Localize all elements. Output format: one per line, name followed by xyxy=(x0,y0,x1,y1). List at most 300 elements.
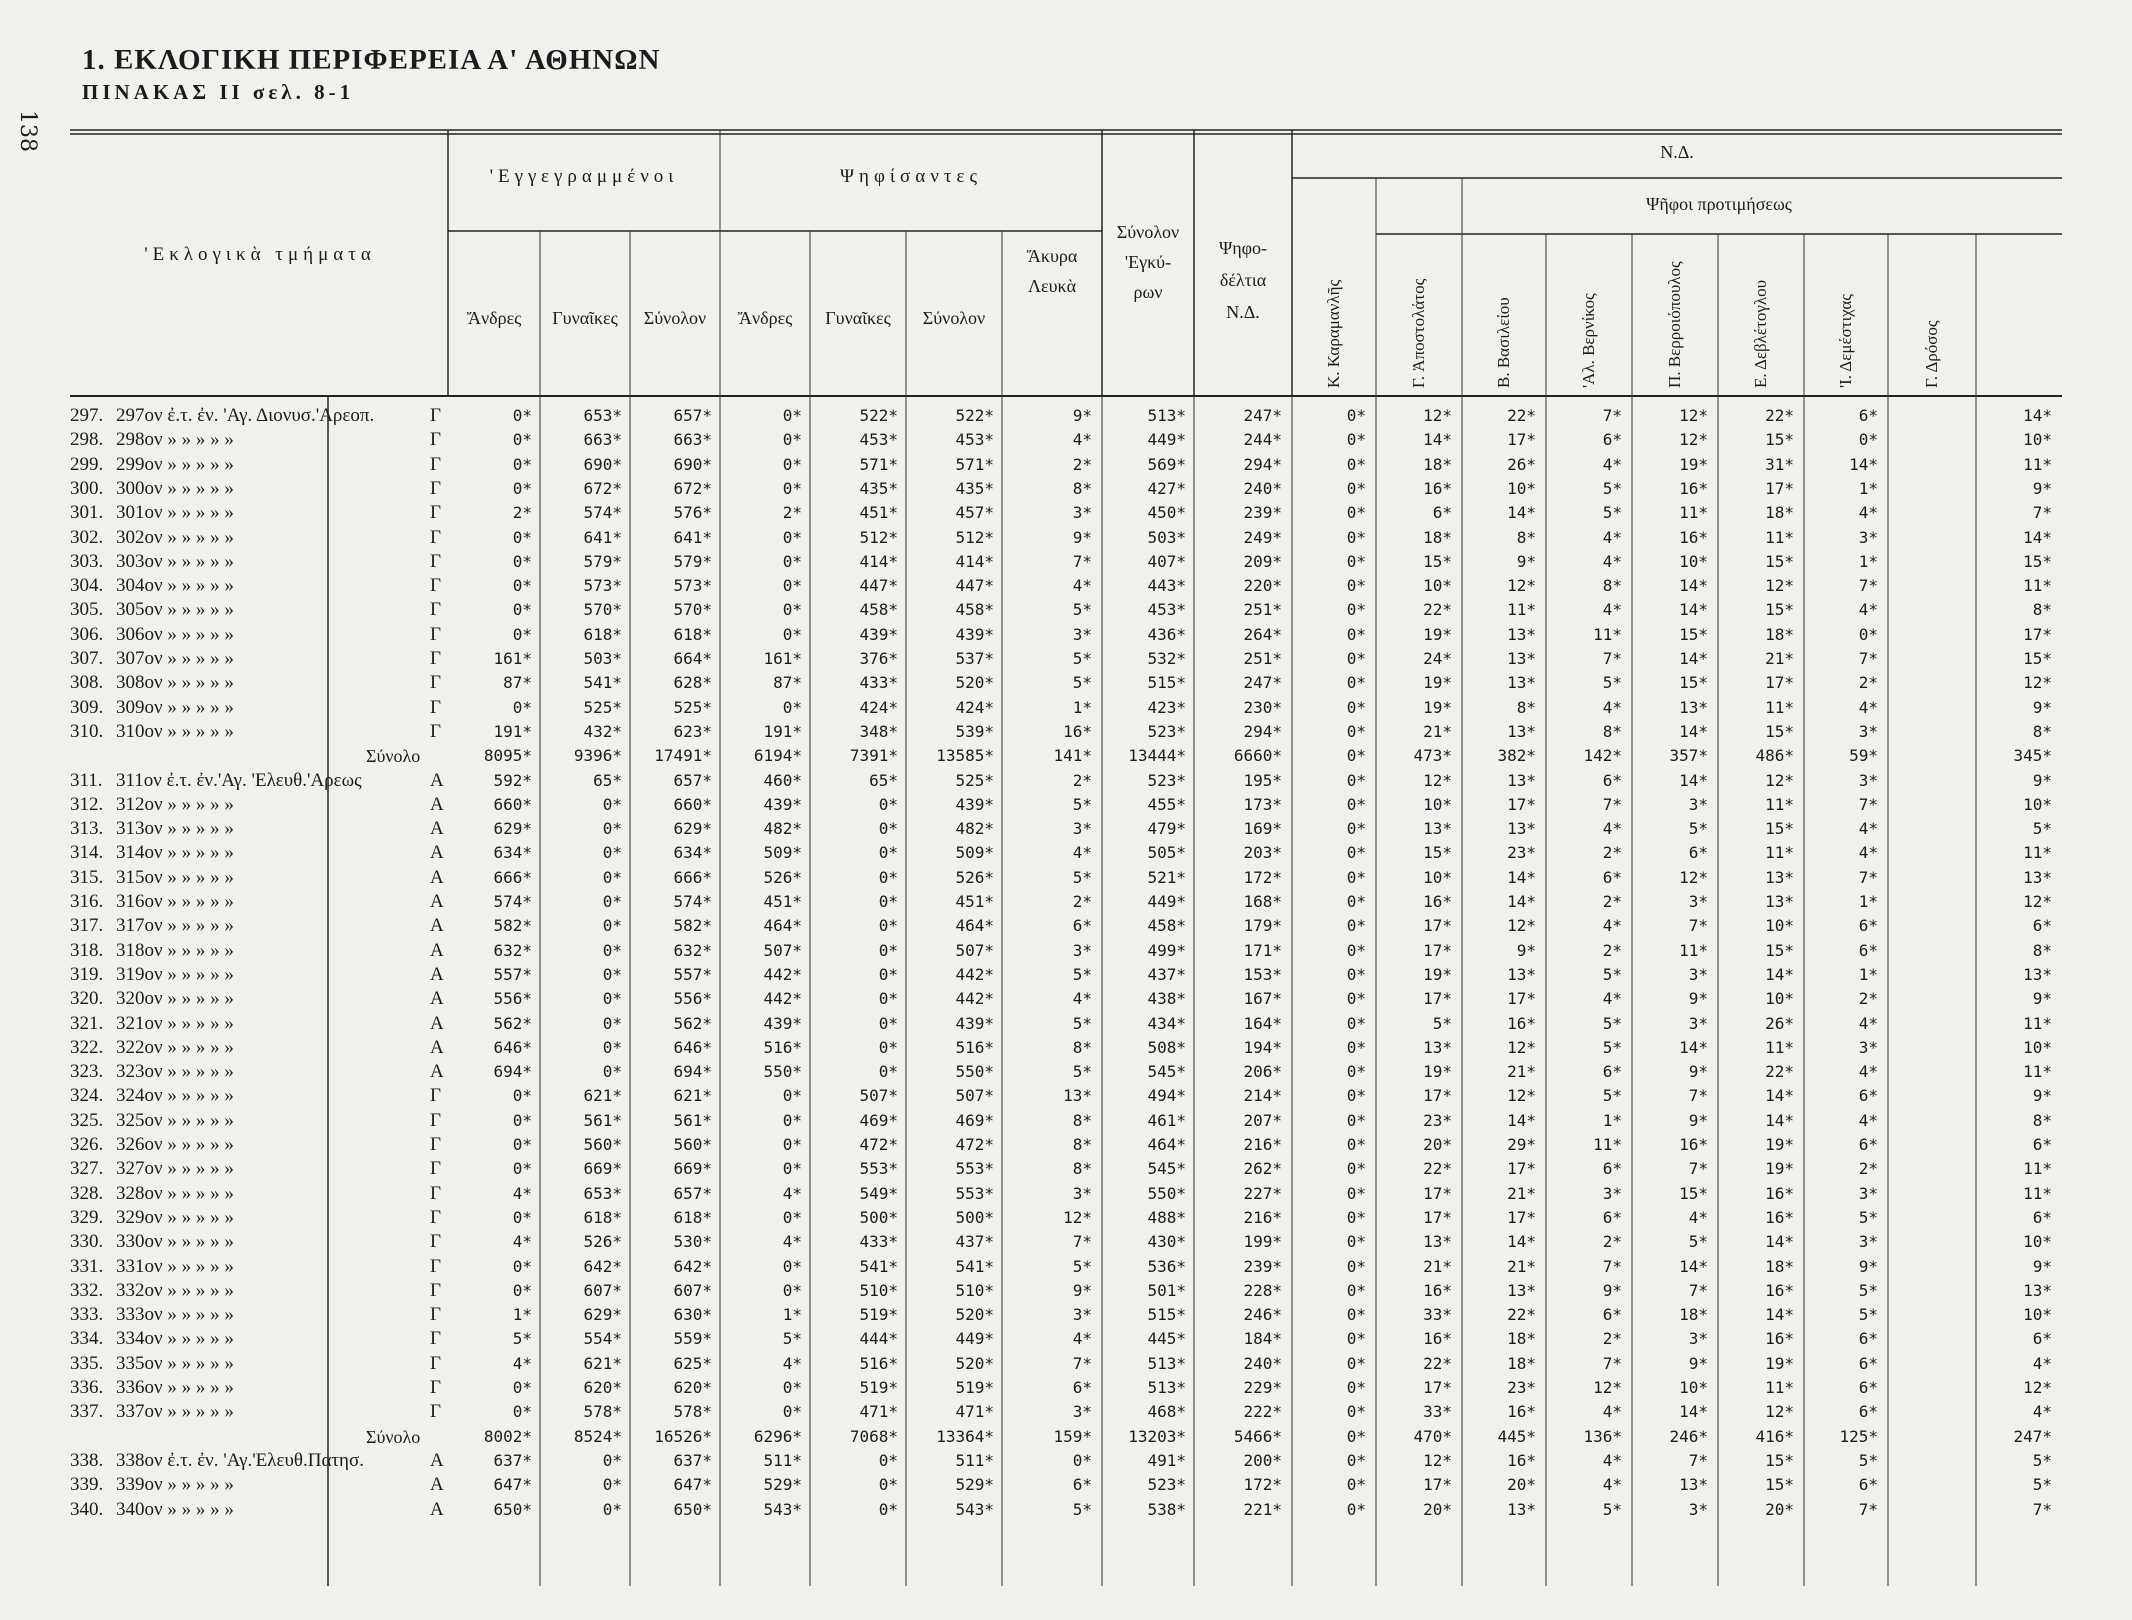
value-cell: 0* xyxy=(1346,527,1366,547)
value-cell: 0* xyxy=(878,794,898,814)
header-candidate-apostolatos: Γ. Ἀποστολάτος xyxy=(1409,278,1428,388)
value-cell: 632* xyxy=(493,940,532,960)
value-cell: 464* xyxy=(1147,1135,1186,1154)
value-cell: 3* xyxy=(1688,1499,1708,1519)
value-cell: 0* xyxy=(782,527,802,547)
value-cell: 0* xyxy=(1346,819,1366,839)
section-gender-code: Γ xyxy=(430,672,441,694)
value-cell: 12* xyxy=(1507,1037,1536,1057)
value-cell: 570* xyxy=(673,600,712,620)
table-row xyxy=(70,1109,2070,1133)
value-cell: 5* xyxy=(512,1329,532,1349)
value-cell: 669* xyxy=(673,1159,712,1179)
value-cell: 621* xyxy=(583,1086,622,1106)
value-cell: 17* xyxy=(2023,624,2052,644)
value-cell: 508* xyxy=(1147,1037,1186,1057)
value-cell: 14* xyxy=(1679,1402,1708,1422)
value-cell: 550* xyxy=(763,1062,802,1082)
section-gender-code: Α xyxy=(430,939,444,961)
value-cell: 657* xyxy=(673,1183,712,1203)
section-gender-code: Γ xyxy=(430,1352,441,1374)
value-cell: 24* xyxy=(1423,649,1452,668)
value-cell: 414* xyxy=(859,551,898,571)
value-cell: 0* xyxy=(782,1280,802,1300)
row-number: 325. xyxy=(70,1109,104,1131)
value-cell: 3* xyxy=(1858,770,1878,790)
value-cell: 14* xyxy=(2023,527,2052,547)
value-cell: 173* xyxy=(1243,794,1282,814)
value-cell: 8002* xyxy=(483,1426,532,1446)
value-cell: 11* xyxy=(2023,1062,2052,1082)
value-cell: 690* xyxy=(673,454,712,474)
header-vot-women: Γυναῖκες xyxy=(825,308,891,328)
row-number: 326. xyxy=(70,1134,104,1155)
value-cell: 6296* xyxy=(753,1426,802,1446)
value-cell: 294* xyxy=(1243,721,1282,741)
value-cell: 0* xyxy=(1346,1499,1366,1519)
value-cell: 0* xyxy=(1346,1402,1366,1422)
value-cell: 0* xyxy=(1346,1450,1366,1470)
value-cell: 4* xyxy=(1072,843,1092,863)
value-cell: 2* xyxy=(1072,892,1092,911)
row-number: 338. xyxy=(70,1449,104,1471)
value-cell: 629* xyxy=(493,819,532,839)
value-cell: 499* xyxy=(1147,940,1186,960)
value-cell: 451* xyxy=(859,503,898,523)
value-cell: 207* xyxy=(1243,1110,1282,1130)
value-cell: 2* xyxy=(782,503,802,523)
value-cell: 628* xyxy=(673,673,712,693)
value-cell: 525* xyxy=(955,770,994,790)
value-cell: 0* xyxy=(1346,989,1366,1009)
value-cell: 3* xyxy=(1858,1232,1878,1252)
value-cell: 4* xyxy=(1602,819,1622,839)
value-cell: 6* xyxy=(1602,1159,1622,1179)
value-cell: 203* xyxy=(1243,843,1282,863)
page-title: 1. ΕΚΛΟΓΙΚΗ ΠΕΡΙΦΕΡΕΙΑ Α' ΑΘΗΝΩΝ xyxy=(82,44,661,76)
value-cell: 5* xyxy=(782,1329,802,1349)
value-cell: 443* xyxy=(1147,576,1186,596)
section-label xyxy=(70,574,234,598)
value-cell: 7* xyxy=(1688,916,1708,936)
value-cell: 458* xyxy=(1147,916,1186,936)
value-cell: 435* xyxy=(955,478,994,498)
value-cell: 7* xyxy=(1858,649,1878,668)
value-cell: 0* xyxy=(878,1475,898,1495)
value-cell: 9* xyxy=(2032,1086,2052,1106)
section-name: 311ον ἐ.τ. ἐν.'Αγ. 'Ελευθ.'Αρεως xyxy=(116,769,362,791)
value-cell: 5* xyxy=(1688,819,1708,839)
section-label xyxy=(70,623,234,647)
value-cell: 7* xyxy=(1688,1159,1708,1179)
value-cell: 2* xyxy=(1072,770,1092,790)
value-cell: 4* xyxy=(782,1353,802,1373)
value-cell: 582* xyxy=(493,916,532,936)
value-cell: 525* xyxy=(583,697,622,717)
value-cell: 16* xyxy=(1423,478,1452,498)
value-cell: 0* xyxy=(878,964,898,984)
value-cell: 29* xyxy=(1507,1135,1536,1154)
value-cell: 561* xyxy=(583,1110,622,1130)
value-cell: 3* xyxy=(1072,1402,1092,1422)
value-cell: 247* xyxy=(2013,1426,2052,1446)
value-cell: 13* xyxy=(1423,819,1452,839)
section-label xyxy=(70,1060,234,1084)
value-cell: 14* xyxy=(1679,1256,1708,1276)
value-cell: 642* xyxy=(583,1256,622,1276)
value-cell: 13* xyxy=(1507,819,1536,839)
value-cell: 451* xyxy=(763,892,802,911)
value-cell: 620* xyxy=(583,1378,622,1397)
value-cell: 439* xyxy=(859,624,898,644)
value-cell: 0* xyxy=(878,989,898,1009)
row-number: 299. xyxy=(70,453,104,475)
table-row xyxy=(70,477,2070,501)
value-cell: 0* xyxy=(512,576,532,596)
value-cell: 574* xyxy=(583,503,622,523)
value-cell: 557* xyxy=(493,964,532,984)
value-cell: 194* xyxy=(1243,1037,1282,1057)
value-cell: 451* xyxy=(955,892,994,911)
value-cell: 7* xyxy=(1602,1256,1622,1276)
value-cell: 574* xyxy=(493,892,532,911)
value-cell: 494* xyxy=(1147,1086,1186,1106)
table-row xyxy=(70,1400,2070,1424)
value-cell: 660* xyxy=(493,794,532,814)
value-cell: 7* xyxy=(1858,1499,1878,1519)
value-cell: 557* xyxy=(673,964,712,984)
value-cell: 0* xyxy=(602,1450,622,1470)
value-cell: 142* xyxy=(1583,746,1622,766)
value-cell: 414* xyxy=(955,551,994,571)
section-label xyxy=(70,769,362,793)
value-cell: 6* xyxy=(1858,1329,1878,1349)
section-label xyxy=(70,428,234,452)
value-cell: 11* xyxy=(1765,1378,1794,1397)
value-cell: 21* xyxy=(1507,1183,1536,1203)
value-cell: 523* xyxy=(1147,721,1186,741)
section-label xyxy=(70,696,234,720)
section-label xyxy=(70,1376,234,1400)
value-cell: 646* xyxy=(493,1037,532,1057)
section-gender-code: Α xyxy=(430,842,444,864)
header-candidate-devletoglou: Ε. Δεβλέτογλου xyxy=(1751,279,1770,388)
value-cell: 10* xyxy=(2023,430,2052,450)
section-gender-code: Α xyxy=(430,963,444,985)
value-cell: 14* xyxy=(1679,649,1708,668)
value-cell: 12* xyxy=(1507,1086,1536,1106)
value-cell: 453* xyxy=(859,430,898,450)
value-cell: 660* xyxy=(673,794,712,814)
value-cell: 7* xyxy=(1688,1086,1708,1106)
value-cell: 4* xyxy=(1602,1450,1622,1470)
value-cell: 13* xyxy=(1507,721,1536,741)
value-cell: 13364* xyxy=(936,1426,994,1446)
value-cell: 4* xyxy=(1602,989,1622,1009)
value-cell: 0* xyxy=(602,1475,622,1495)
value-cell: 6* xyxy=(1072,1378,1092,1397)
value-cell: 11* xyxy=(2023,843,2052,863)
value-cell: 3* xyxy=(1688,964,1708,984)
value-cell: 8524* xyxy=(573,1426,622,1446)
section-gender-code: Γ xyxy=(430,1231,441,1253)
value-cell: 0* xyxy=(1346,673,1366,693)
value-cell: 249* xyxy=(1243,527,1282,547)
value-cell: 65* xyxy=(593,770,622,790)
value-cell: 13203* xyxy=(1128,1426,1186,1446)
value-cell: 21* xyxy=(1507,1256,1536,1276)
value-cell: 16* xyxy=(1679,1135,1708,1154)
header-candidate-drosos: Γ. Δρόσος xyxy=(1922,320,1941,388)
value-cell: 3* xyxy=(1072,624,1092,644)
value-cell: 7* xyxy=(1858,867,1878,887)
table-row xyxy=(70,623,2070,647)
value-cell: 3* xyxy=(1688,1329,1708,1349)
section-label xyxy=(70,453,234,477)
row-number: 310. xyxy=(70,720,104,742)
value-cell: 240* xyxy=(1243,478,1282,498)
value-cell: 520* xyxy=(955,1305,994,1325)
table-row xyxy=(70,1060,2070,1084)
value-cell: 0* xyxy=(1346,843,1366,863)
section-gender-code: Α xyxy=(430,818,444,840)
section-gender-code: Α xyxy=(430,769,444,791)
value-cell: 516* xyxy=(763,1037,802,1057)
value-cell: 579* xyxy=(673,551,712,571)
header-ballots-3: Ν.Δ. xyxy=(1226,302,1260,322)
value-cell: 570* xyxy=(583,600,622,620)
section-gender-code: Γ xyxy=(430,477,441,499)
section-gender-code: Γ xyxy=(430,1158,441,1180)
value-cell: 515* xyxy=(1147,1305,1186,1325)
value-cell: 439* xyxy=(955,624,994,644)
value-cell: 5* xyxy=(1072,964,1092,984)
value-cell: 8* xyxy=(2032,721,2052,741)
value-cell: 9* xyxy=(1688,1062,1708,1082)
value-cell: 3* xyxy=(1072,503,1092,523)
value-cell: 573* xyxy=(583,576,622,596)
value-cell: 13* xyxy=(1507,649,1536,668)
value-cell: 0* xyxy=(1072,1450,1092,1470)
value-cell: 439* xyxy=(763,1013,802,1033)
value-cell: 438* xyxy=(1147,989,1186,1009)
value-cell: 206* xyxy=(1243,1062,1282,1082)
header-registered: 'Εγγεγραμμένοι xyxy=(489,166,679,187)
value-cell: 22* xyxy=(1423,1353,1452,1373)
value-cell: 0* xyxy=(1346,624,1366,644)
value-cell: 4* xyxy=(1072,430,1092,450)
header-invalid-1: Ἄκυρα xyxy=(1026,246,1078,266)
value-cell: 0* xyxy=(878,940,898,960)
value-cell: 621* xyxy=(673,1086,712,1106)
value-cell: 0* xyxy=(602,1013,622,1033)
value-cell: 18* xyxy=(1765,503,1794,523)
value-cell: 625* xyxy=(673,1353,712,1373)
value-cell: 15* xyxy=(1765,600,1794,620)
value-cell: 0* xyxy=(1346,770,1366,790)
header-voted: Ψηφίσαντες xyxy=(840,166,982,187)
value-cell: 663* xyxy=(583,430,622,450)
section-name: 326ον » » » » » xyxy=(116,1134,234,1155)
value-cell: 19* xyxy=(1423,624,1452,644)
value-cell: 14* xyxy=(1679,770,1708,790)
value-cell: 0* xyxy=(1346,406,1366,425)
value-cell: 0* xyxy=(1346,1232,1366,1252)
value-cell: 5* xyxy=(2032,1450,2052,1470)
value-cell: 647* xyxy=(493,1475,532,1495)
value-cell: 11* xyxy=(2023,454,2052,474)
value-cell: 0* xyxy=(512,624,532,644)
value-cell: 0* xyxy=(512,1110,532,1130)
value-cell: 22* xyxy=(1423,1159,1452,1179)
section-name: 333ον » » » » » xyxy=(116,1304,234,1326)
value-cell: 14* xyxy=(1507,867,1536,887)
value-cell: 472* xyxy=(955,1135,994,1154)
row-number: 329. xyxy=(70,1206,104,1228)
section-gender-code: Γ xyxy=(430,550,441,572)
value-cell: 550* xyxy=(955,1062,994,1082)
value-cell: 168* xyxy=(1243,892,1282,911)
header-sections: 'Εκλογικὰ τμήματα xyxy=(144,244,376,265)
section-name: 302ον » » » » » xyxy=(116,526,234,548)
row-number: 304. xyxy=(70,575,104,597)
value-cell: 512* xyxy=(859,527,898,547)
section-label xyxy=(70,720,234,744)
value-cell: 6* xyxy=(1602,867,1622,887)
value-cell: 0* xyxy=(878,1499,898,1519)
section-label xyxy=(70,1303,234,1327)
value-cell: 468* xyxy=(1147,1402,1186,1422)
row-number: 300. xyxy=(70,477,104,499)
value-cell: 0* xyxy=(602,892,622,911)
value-cell: 560* xyxy=(673,1135,712,1154)
value-cell: 9* xyxy=(1516,551,1536,571)
table-row xyxy=(70,526,2070,550)
value-cell: 573* xyxy=(673,576,712,596)
value-cell: 15* xyxy=(1679,624,1708,644)
value-cell: 513* xyxy=(1147,406,1186,425)
value-cell: 7* xyxy=(1688,1450,1708,1470)
value-cell: 579* xyxy=(583,551,622,571)
value-cell: 9396* xyxy=(573,746,622,766)
value-cell: 522* xyxy=(955,406,994,425)
value-cell: 5* xyxy=(2032,1475,2052,1495)
section-gender-code: Α xyxy=(430,1474,444,1496)
value-cell: 0* xyxy=(1346,454,1366,474)
table-row xyxy=(70,939,2070,963)
section-name: 320ον » » » » » xyxy=(116,988,234,1010)
header-party: Ν.Δ. xyxy=(1660,142,1694,162)
value-cell: 618* xyxy=(673,1207,712,1227)
value-cell: 4* xyxy=(1602,1402,1622,1422)
table-subtitle: ΠΙΝΑΚΑΣ ΙΙ σελ. 8-1 xyxy=(82,80,355,104)
value-cell: 513* xyxy=(1147,1353,1186,1373)
section-gender-code: Α xyxy=(430,1449,444,1471)
value-cell: 0* xyxy=(782,1135,802,1154)
value-cell: 0* xyxy=(782,1207,802,1227)
value-cell: 442* xyxy=(955,989,994,1009)
value-cell: 519* xyxy=(955,1378,994,1397)
value-cell: 1* xyxy=(1858,551,1878,571)
value-cell: 0* xyxy=(602,819,622,839)
value-cell: 348* xyxy=(859,721,898,741)
section-name: 339ον » » » » » xyxy=(116,1474,234,1496)
value-cell: 15* xyxy=(1423,843,1452,863)
value-cell: 6194* xyxy=(753,746,802,766)
value-cell: 23* xyxy=(1507,1378,1536,1397)
value-cell: 574* xyxy=(673,892,712,911)
value-cell: 0* xyxy=(782,1256,802,1276)
value-cell: 532* xyxy=(1147,649,1186,668)
value-cell: 18* xyxy=(1507,1353,1536,1373)
value-cell: 464* xyxy=(763,916,802,936)
value-cell: 512* xyxy=(955,527,994,547)
value-cell: 672* xyxy=(583,478,622,498)
value-cell: 641* xyxy=(583,527,622,547)
value-cell: 1* xyxy=(1858,892,1878,911)
value-cell: 22* xyxy=(1507,406,1536,425)
value-cell: 5* xyxy=(1858,1305,1878,1325)
value-cell: 9* xyxy=(2032,770,2052,790)
value-cell: 0* xyxy=(1346,697,1366,717)
value-cell: 0* xyxy=(1346,478,1366,498)
value-cell: 523* xyxy=(1147,770,1186,790)
value-cell: 5* xyxy=(1072,794,1092,814)
section-label xyxy=(70,1012,234,1036)
value-cell: 7* xyxy=(1858,576,1878,596)
value-cell: 18* xyxy=(1423,454,1452,474)
value-cell: 4* xyxy=(1858,843,1878,863)
value-cell: 6660* xyxy=(1233,746,1282,766)
value-cell: 509* xyxy=(763,843,802,863)
value-cell: 8* xyxy=(1516,527,1536,547)
section-name: 297ον ἐ.τ. ἐν. 'Αγ. Διονυσ.'Αρεοπ. xyxy=(116,405,375,426)
value-cell: 0* xyxy=(1346,964,1366,984)
row-number: 327. xyxy=(70,1158,104,1180)
value-cell: 510* xyxy=(955,1280,994,1300)
value-cell: 8* xyxy=(2032,940,2052,960)
value-cell: 6* xyxy=(1858,1378,1878,1397)
value-cell: 1* xyxy=(512,1305,532,1325)
value-cell: 6* xyxy=(1688,843,1708,863)
value-cell: 0* xyxy=(782,406,802,425)
value-cell: 1* xyxy=(1072,697,1092,717)
section-gender-code: Γ xyxy=(430,696,441,718)
value-cell: 630* xyxy=(673,1305,712,1325)
section-name: 305ον » » » » » xyxy=(116,599,234,621)
value-cell: 519* xyxy=(859,1305,898,1325)
header-vot-total: Σύνολον xyxy=(922,308,986,328)
value-cell: 4* xyxy=(1858,1013,1878,1033)
section-name: 304ον » » » » » xyxy=(116,575,234,597)
value-cell: 629* xyxy=(583,1305,622,1325)
value-cell: 516* xyxy=(859,1353,898,1373)
table-row xyxy=(70,914,2070,938)
value-cell: 15* xyxy=(2023,649,2052,668)
value-cell: 4* xyxy=(2032,1353,2052,1373)
value-cell: 500* xyxy=(859,1207,898,1227)
value-cell: 2* xyxy=(512,503,532,523)
value-cell: 0* xyxy=(782,1159,802,1179)
value-cell: 650* xyxy=(493,1499,532,1519)
value-cell: 423* xyxy=(1147,697,1186,717)
section-label xyxy=(70,404,374,428)
value-cell: 11* xyxy=(2023,1183,2052,1203)
row-number: 324. xyxy=(70,1085,104,1107)
value-cell: 511* xyxy=(955,1450,994,1470)
value-cell: 5* xyxy=(1072,600,1092,620)
value-cell: 15* xyxy=(1765,1450,1794,1470)
